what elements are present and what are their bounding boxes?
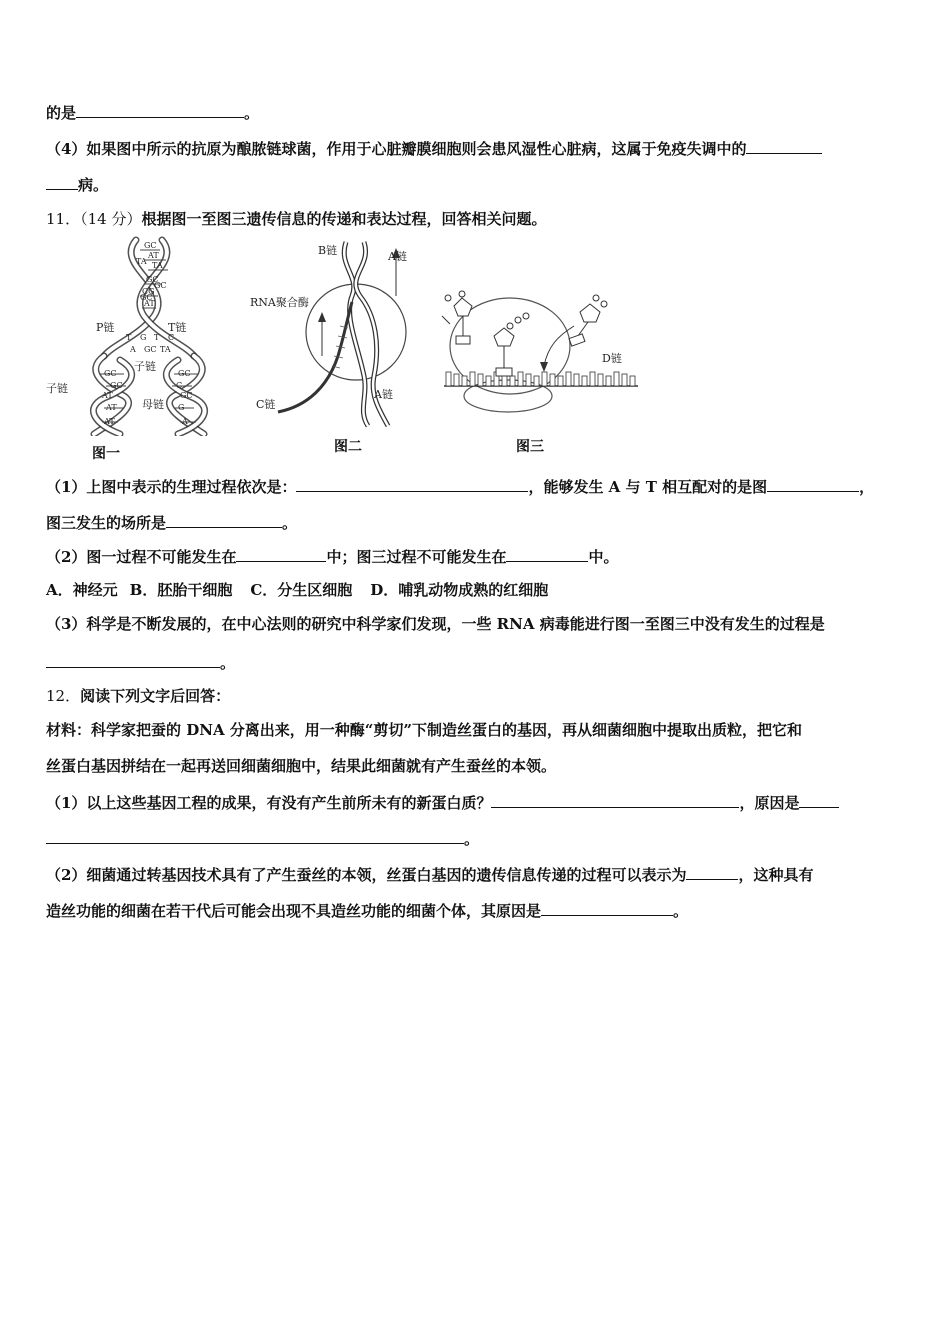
base-pair-label: CG [142,287,155,296]
transcription-diagram [248,236,418,436]
question-12-1-cont [46,828,479,849]
mrna-base [574,374,579,386]
base-pair-label: A [130,345,136,354]
question-text: （2）细菌通过转基因技术具有了产生蚕丝的本领，丝蛋白基因的遗传信息传递的过程可以表示为 [46,866,687,884]
label-d-strand: D链 [602,352,622,365]
question-11-2 [46,546,618,567]
mrna-base [534,376,539,386]
mrna-base [598,374,603,386]
mrna-base [582,376,587,386]
question-11-1 [46,476,874,497]
base-pair-label: TA [160,345,171,354]
base-pair-label: GC [144,345,157,354]
answer-line-1 [46,102,259,123]
base-pair-label: TA [136,257,147,266]
question-text: 阅读下列文字后回答： [80,687,231,705]
base-pair-label: T [126,333,132,342]
question-number: 11． [46,210,81,228]
base-pair-label: GC [104,369,117,378]
question-11-3 [46,614,825,634]
label-b-strand: B链 [318,244,338,257]
label-a-strand-top: A链 [388,250,407,263]
question-10-4 [46,138,822,159]
dna-replication-diagram [44,236,244,436]
text-segment: ， [859,478,875,496]
question-11-3-cont [46,652,235,673]
base-pair-label: GC [146,275,159,284]
label-c-strand: C链 [256,398,276,411]
base-pair-label: C [176,381,183,390]
mrna-base [630,376,635,386]
mrna-base [454,374,459,386]
answer-blank[interactable] [166,512,282,528]
label-daughter-strand-center: 子链 [134,360,156,373]
answer-blank[interactable] [46,174,78,190]
material-text: 丝蛋白基因拼结在一起再送回细菌细胞中，结果此细菌就有产生蚕丝的本领。 [46,757,557,775]
mrna-base [542,372,547,386]
question-11-header [46,209,546,229]
answer-blank[interactable] [686,864,738,880]
answer-blank[interactable] [799,792,839,808]
question-text: 根据图一至图三遗传信息的传递和表达过程，回答相关问题。 [141,210,547,228]
question-text: ，能够发生 A 与 T 相互配对的是图 [528,478,768,496]
material-line-2 [46,756,556,776]
option-b[interactable]: B．胚胎干细胞 [129,581,233,599]
base-pair-label: GC [144,241,157,250]
text-segment: 的是 [46,104,77,122]
base-pair-label: TA [152,261,163,270]
mrna-base [590,372,595,386]
text-segment: 。 [220,654,236,672]
mrna-base [606,376,611,386]
question-12-2 [46,864,813,885]
question-text: （1）上图中表示的生理过程依次是： [46,478,297,496]
base-pair-label: T [154,333,160,342]
option-d[interactable]: D．哺乳动物成熟的红细胞 [370,581,549,599]
base-pair-label: C [168,333,175,342]
figure-1-dna-replication [44,236,244,461]
base-pair-label: GC [180,391,193,400]
question-12-header [46,686,230,706]
figure-1-caption: 图一 [92,446,120,462]
mrna-base [446,372,451,386]
material-line-1 [46,720,802,740]
answer-blank[interactable] [541,900,673,916]
question-number: 12． [46,687,81,705]
question-12-2-cont [46,900,688,921]
text-segment: 。 [282,514,298,532]
text-segment: 。 [673,902,689,920]
question-text: （4）如果图中所示的抗原为酿脓链球菌，作用于心脏瓣膜细胞则会患风湿性心脏病，这属于免疫失调中的 [46,140,747,158]
figure-2-caption: 图二 [334,439,362,455]
base-pair-label: AT [102,391,113,400]
question-text: （2）图一过程不可能发生在 [46,548,237,566]
question-text: （3）科学是不断发展的，在中心法则的研究中科学家们发现，一些 RNA 病毒能进行图一至图三中没有发生的过程是 [46,615,825,633]
label-rna-polymerase: RNA聚合酶 [250,296,309,309]
question-score: （14 分） [80,210,142,228]
label-t-strand: T链 [168,321,187,334]
base-pair-label: G [178,403,185,412]
answer-blank[interactable] [746,138,822,154]
question-text: 中；图三过程不可能发生在 [326,548,507,566]
answer-line-3 [46,174,108,195]
answer-blank[interactable] [491,792,739,808]
mrna-base [486,376,491,386]
base-pair-label: AT [104,417,115,426]
question-11-1-cont [46,512,297,533]
material-text: 材料：科学家把蚕的 DNA 分离出来，用一种酶“剪切”下制造丝蛋白的基因，再从细菌细胞中提取出质粒，把它和 [46,721,803,739]
text-segment: 病。 [78,176,109,194]
option-c[interactable]: C．分生区细胞 [250,581,353,599]
base-pair-label: G [140,333,147,342]
question-text: 造丝功能的细菌在若干代后可能会出现不具造丝功能的细菌个体，其原因是 [46,902,542,920]
label-parent-strand: 母链 [142,398,164,411]
answer-blank[interactable] [506,546,588,562]
base-pair-label: GC [154,281,167,290]
answer-blank[interactable] [46,828,464,844]
mrna-base [622,374,627,386]
question-12-1 [46,792,839,813]
question-text: 图三发生的场所是 [46,514,167,532]
translation-diagram [428,236,648,436]
mrna-base [526,374,531,386]
text-segment: 中。 [588,548,619,566]
mrna-base [478,374,483,386]
mrna-base [566,372,571,386]
option-a[interactable]: A．神经元 [46,581,118,599]
text-segment: 。 [244,104,260,122]
question-11-options [46,580,548,600]
mrna-base [470,372,475,386]
mrna-base [518,372,523,386]
answer-blank[interactable] [296,476,528,492]
base-pair-label: AT [148,251,159,260]
figure-3-translation [428,236,648,436]
label-p-strand: P链 [96,321,115,334]
label-a-strand-bottom: A链 [374,388,393,401]
base-pair-label: GC [110,381,123,390]
mrna-base [550,374,555,386]
mrna-base [614,372,619,386]
figure-2-transcription [248,236,418,436]
answer-blank[interactable] [767,476,859,492]
base-pair-label: GC [140,293,153,302]
base-pair-label: GC [178,369,191,378]
answer-blank[interactable] [76,102,244,118]
answer-blank[interactable] [236,546,326,562]
label-daughter-strand-left: 子链 [46,382,68,395]
mrna-base [558,376,563,386]
mrna-base [510,376,515,386]
question-text: ，原因是 [739,794,800,812]
mrna-base [462,376,467,386]
question-text: ，这种具有 [738,866,814,884]
base-pair-label: AT [106,403,117,412]
figure-3-caption: 图三 [516,439,544,455]
text-segment: 。 [464,830,480,848]
rna-polymerase-shape [306,284,406,380]
base-pair-label: A [182,417,188,426]
base-pair-label: AT [144,299,155,308]
answer-blank[interactable] [46,652,220,668]
question-text: （1）以上这些基因工程的成果，有没有产生前所未有的新蛋白质？ [46,794,492,812]
